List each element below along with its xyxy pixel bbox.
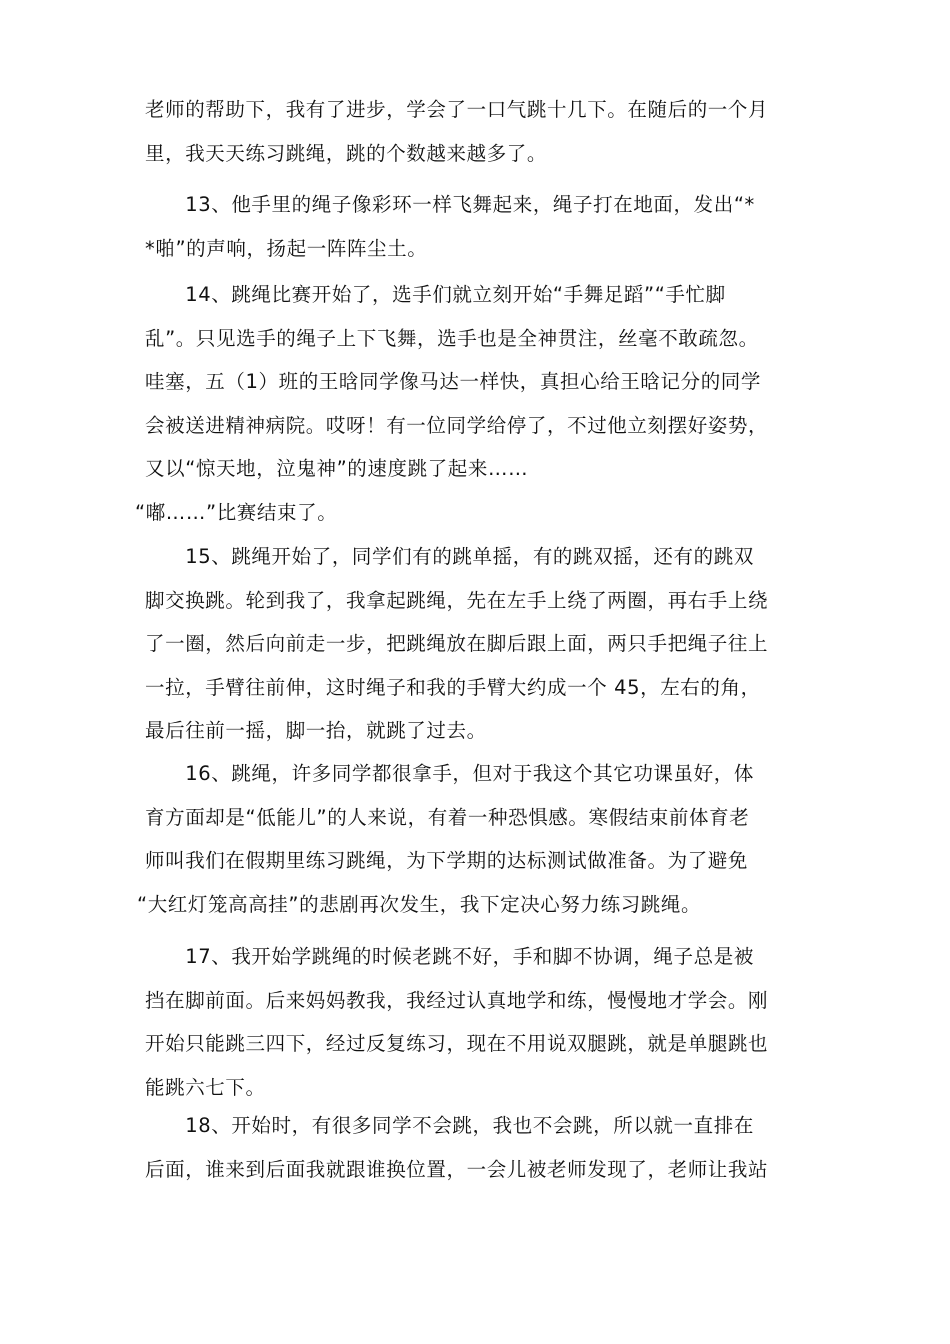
text-line: 会被送进精神病院。哎呀！有一位同学给停了，不过他立刻摆好姿势， [145, 413, 769, 437]
text-line: *啪”的声响，扬起一阵阵尘土。 [145, 236, 428, 260]
text-line: 哇塞，五（1）班的王晗同学像马达一样快，真担心给王晗记分的同学 [145, 370, 762, 393]
text-line: 后面，谁来到后面我就跟谁换位置，一会儿被老师发现了，老师让我站 [145, 1157, 769, 1181]
text-line: 17、我开始学跳绳的时候老跳不好，手和脚不协调，绳子总是被 [145, 945, 754, 968]
text-line: 育方面却是“低能儿”的人来说，有着一种恐惧感。寒假结束前体育老 [145, 805, 750, 829]
text-line: 18、开始时，有很多同学不会跳，我也不会跳，所以就一直排在 [145, 1114, 754, 1137]
text-line: 15、跳绳开始了，同学们有的跳单摇，有的跳双摇，还有的跳双 [145, 545, 754, 568]
text-line: 最后往前一摇，脚一抬，就跳了过去。 [145, 719, 487, 742]
text-line: 乱”。只见选手的绳子上下飞舞，选手也是全神贯注，丝毫不敢疏忽。 [145, 326, 759, 350]
paragraph-14 [135, 273, 815, 534]
text-line: 师叫我们在假期里练习跳绳，为下学期的达标测试做准备。为了避免 [145, 849, 749, 872]
text-line: “嘟……”比赛结束了。 [135, 500, 338, 524]
text-line: 13、他手里的绳子像彩环一样飞舞起来，绳子打在地面，发出“* [145, 193, 755, 216]
text-line: 一拉，手臂往前伸，这时绳子和我的手臂大约成一个 45，左右的角， [145, 675, 761, 699]
text-line: 了一圈，然后向前走一步，把跳绳放在脚后跟上面，两只手把绳子往上 [145, 632, 769, 655]
text-line: 14、跳绳比赛开始了，选手们就立刻开始“手舞足蹈”“手忙脚 [145, 283, 726, 306]
paragraph-18 [145, 1104, 815, 1191]
text-line: 又以“惊天地，泣鬼神”的速度跳了起来…… [145, 457, 529, 480]
text-line: 能跳六七下。 [145, 1075, 266, 1099]
text-line: 开始只能跳三四下，经过反复练习，现在不用说双腿跳，就是单腿跳也 [145, 1032, 769, 1055]
text-line: 挡在脚前面。后来妈妈教我，我经过认真地学和练，慢慢地才学会。刚 [145, 988, 769, 1012]
text-line: 老师的帮助下，我有了进步，学会了一口气跳十几下。在随后的一个月 [145, 98, 769, 121]
paragraph-16 [137, 752, 815, 926]
paragraph-12-continued [145, 88, 815, 175]
text-line: “大红灯笼高高挂”的悲剧再次发生，我下定决心努力练习跳绳。 [137, 892, 702, 916]
paragraph-17 [145, 935, 815, 1109]
paragraph-13 [145, 183, 815, 270]
text-line: 里，我天天练习跳绳，跳的个数越来越多了。 [145, 141, 548, 165]
text-line: 16、跳绳，许多同学都很拿手，但对于我这个其它功课虽好，体 [145, 762, 754, 785]
text-line: 脚交换跳。轮到我了，我拿起跳绳，先在左手上绕了两圈，再右手上绕 [145, 588, 769, 612]
paragraph-15 [145, 535, 815, 753]
